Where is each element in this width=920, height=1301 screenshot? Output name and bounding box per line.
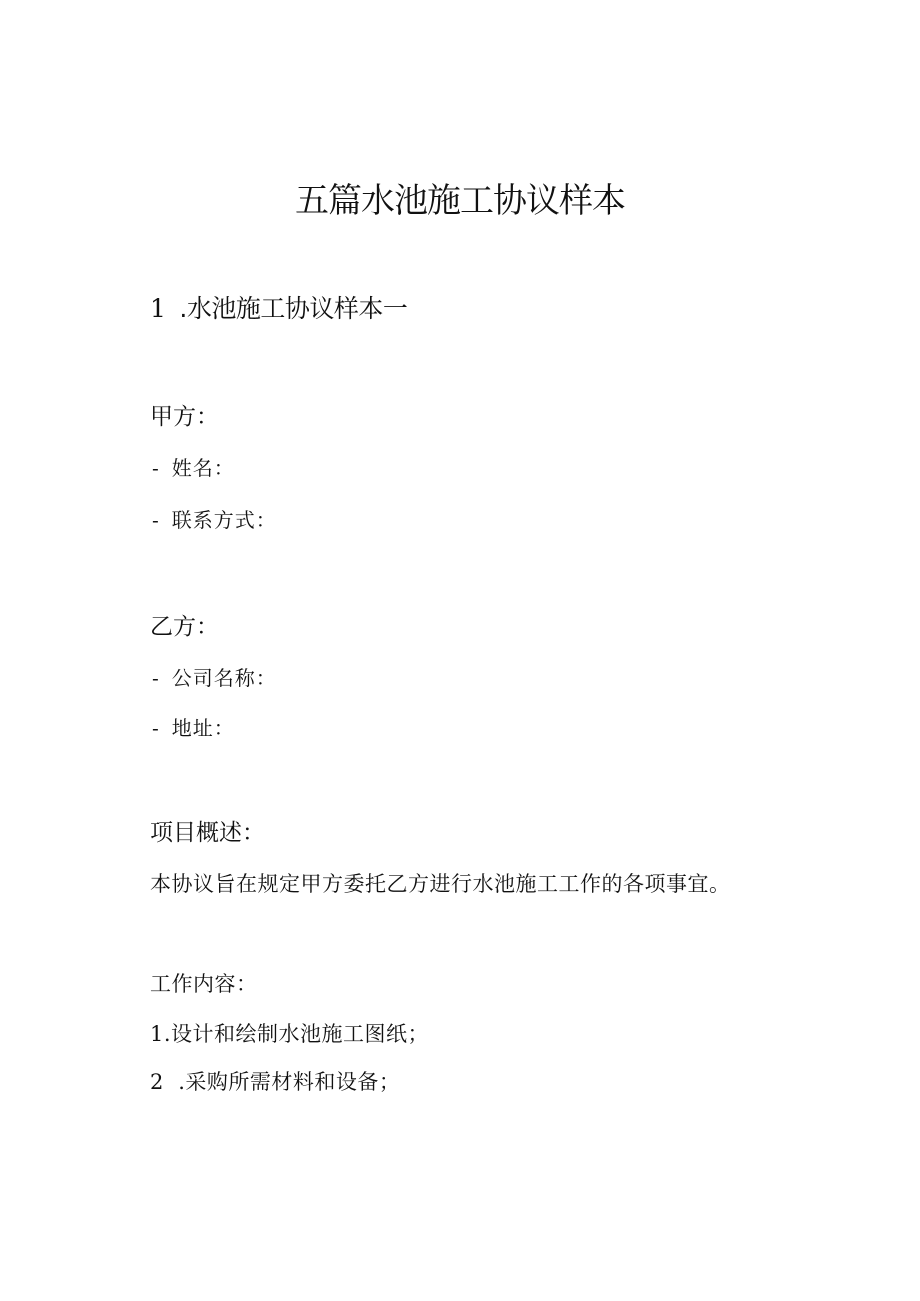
- work-item-1: 1.设计和绘制水池施工图纸；: [150, 1022, 430, 1046]
- section-heading-text: .水池施工协议样本一: [179, 294, 408, 323]
- party-b-company-item: - 公司名称：: [152, 666, 277, 690]
- work-item-2: 2 .采购所需材料和设备；: [150, 1070, 401, 1094]
- party-b-label: 乙方：: [150, 614, 219, 640]
- work-label: 工作内容：: [150, 972, 258, 996]
- party-b-address-item: - 地址：: [152, 716, 235, 740]
- overview-label: 项目概述：: [150, 820, 265, 846]
- section-number: 1: [150, 294, 166, 323]
- party-a-contact-item: - 联系方式：: [152, 508, 277, 532]
- section-heading: [150, 296, 407, 321]
- document-title: 五篇水池施工协议样本: [295, 181, 625, 221]
- party-a-name-item: - 姓名：: [152, 456, 235, 480]
- overview-text: 本协议旨在规定甲方委托乙方进行水池施工工作的各项事宜。: [150, 872, 731, 896]
- party-a-label: 甲方：: [150, 404, 219, 430]
